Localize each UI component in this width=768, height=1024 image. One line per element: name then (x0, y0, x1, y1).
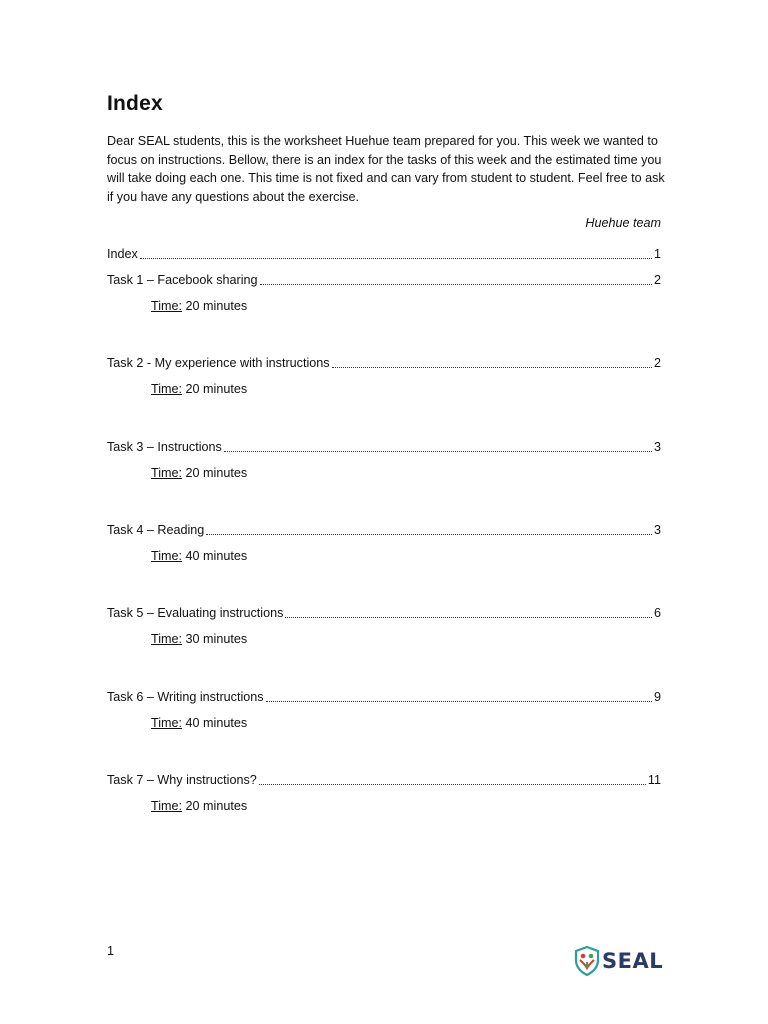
toc-entry-label: Task 6 – Writing instructions (107, 690, 264, 704)
task-3-time (151, 464, 247, 482)
toc-leader-dots (332, 357, 652, 368)
toc-leader-dots (260, 274, 652, 285)
time-label: Time: (151, 549, 183, 563)
footer-page-number: 1 (107, 944, 115, 958)
task-2-time (151, 380, 247, 398)
toc-entry-task-6[interactable] (107, 688, 661, 706)
logo-text: SEAL (602, 949, 664, 973)
task-1-time (151, 297, 247, 315)
time-label: Time: (151, 382, 183, 396)
toc-entry-task-5[interactable] (107, 604, 661, 622)
toc-page-number: 6 (653, 606, 661, 620)
toc-page-number: 2 (653, 273, 661, 287)
time-value: 20 minutes (185, 466, 248, 480)
toc-entry-label: Task 7 – Why instructions? (107, 773, 257, 787)
toc-entry-label: Index (107, 247, 138, 261)
toc-entry-label: Task 2 - My experience with instructions (107, 356, 330, 370)
toc-entry-task-2[interactable] (107, 354, 661, 372)
time-value: 40 minutes (185, 549, 248, 563)
intro-paragraph: Dear SEAL students, this is the worksheet Huehue team prepared for you. This week we wanted to focus on instructions. Bellow, there is an index for the tasks of this week and the estimated time you will take doing each one. This time is not fixed and can vary from student to student. Feel free to ask if you have any questions about the exercise. (107, 134, 665, 204)
toc-page-number: 1 (653, 247, 661, 261)
toc-leader-dots (259, 774, 646, 785)
toc-entry-label: Task 5 – Evaluating instructions (107, 606, 284, 620)
time-label: Time: (151, 299, 183, 313)
time-value: 30 minutes (185, 632, 248, 646)
toc-leader-dots (224, 441, 652, 452)
toc-entry-label: Task 1 – Facebook sharing (107, 273, 258, 287)
time-value: 20 minutes (185, 382, 248, 396)
signature: Huehue team (585, 216, 661, 230)
toc-page-number: 3 (653, 523, 661, 537)
task-6-time (151, 714, 247, 732)
toc-page-number: 2 (653, 356, 661, 370)
toc-entry-task-4[interactable] (107, 521, 661, 539)
time-value: 20 minutes (185, 299, 248, 313)
task-5-time (151, 630, 247, 648)
time-label: Time: (151, 466, 183, 480)
toc-entry-label: Task 4 – Reading (107, 523, 205, 537)
toc-leader-dots (266, 691, 652, 702)
toc-entry-task-1[interactable] (107, 271, 661, 289)
time-label: Time: (151, 716, 183, 730)
toc-leader-dots (140, 248, 652, 259)
toc-page-number: 11 (647, 773, 661, 787)
task-4-time (151, 547, 247, 565)
toc-page-number: 9 (653, 690, 661, 704)
seal-logo (574, 946, 663, 976)
toc-entry-task-3[interactable] (107, 438, 661, 456)
toc-entry-index[interactable] (107, 245, 661, 263)
toc-entry-task-7[interactable] (107, 771, 661, 789)
seal-shield-icon (574, 946, 600, 976)
time-value: 20 minutes (185, 799, 248, 813)
time-label: Time: (151, 632, 183, 646)
toc-leader-dots (285, 607, 652, 618)
time-label: Time: (151, 799, 183, 813)
page-title: Index (107, 92, 163, 115)
time-value: 40 minutes (185, 716, 248, 730)
toc-entry-label: Task 3 – Instructions (107, 440, 222, 454)
toc-page-number: 3 (653, 440, 661, 454)
task-7-time (151, 797, 247, 815)
toc-leader-dots (206, 524, 652, 535)
